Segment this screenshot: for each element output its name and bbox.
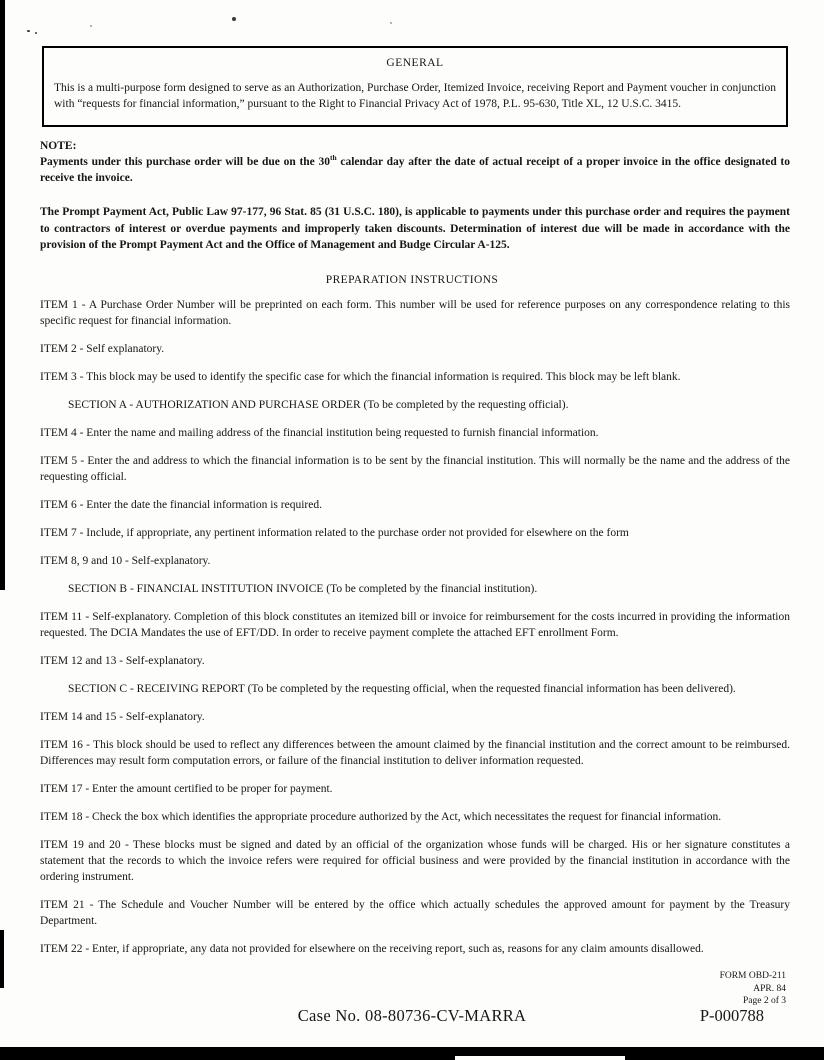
general-title: GENERAL [386,57,444,69]
instruction-item: ITEM 1 - A Purchase Order Number will be preprinted on each form. This number will be used for reference purposes on any correspondence relating to this specific request for financial information. [40,299,790,327]
instruction-item: ITEM 14 and 15 - Self-explanatory. [40,711,205,723]
section-heading: SECTION A - AUTHORIZATION AND PURCHASE ORDER (To be completed by the requesting official). [68,399,569,411]
instruction-item: ITEM 18 - Check the box which identifies the appropriate procedure authorized by the Act, which necessitates the request for financial information. [40,811,722,823]
instruction-item: ITEM 12 and 13 - Self-explanatory. [40,655,205,667]
ordinal-superscript: th [329,153,337,163]
scan-artifact-bottom-notch [455,1056,625,1060]
instruction-item: ITEM 17 - Enter the amount certified to be proper for payment. [40,783,333,795]
note-body-after: calendar day after the date of actual receipt of a proper invoice in the office designated to receive the invoice. [40,156,790,184]
note-body-before: Payments under this purchase order will be due on the 30 [40,156,330,168]
instruction-item: ITEM 4 - Enter the name and mailing address of the financial institution being requested to furnish financial information. [40,427,599,439]
bates-number-stamp: P-000788 [699,1006,764,1025]
instruction-list [40,297,790,969]
case-number-stamp: Case No. 08-80736-CV-MARRA [297,1006,527,1025]
instruction-item: ITEM 11 - Self-explanatory. Completion of this block constitutes an itemized bill or invoice for reimbursement for the costs incurred in providing the information requested. The DCIA Mandates the use of EFT/DD. In order to receive payment complete the attached EFT enrollment Form. [40,611,790,639]
note-block [40,138,790,186]
instruction-item: ITEM 7 - Include, if appropriate, any pertinent information related to the purchase order not provided for elsewhere on the form [40,527,629,539]
instruction-item: ITEM 22 - Enter, if appropriate, any data not provided for elsewhere on the receiving report, such as, reasons for any claim amounts disallowed. [40,943,704,955]
scan-speck [390,22,392,24]
scan-speck [35,32,37,34]
section-heading: SECTION C - RECEIVING REPORT (To be completed by the requesting official, when the requested financial information has been delivered). [68,683,736,695]
instruction-item: ITEM 2 - Self explanatory. [40,343,165,355]
instruction-item: ITEM 16 - This block should be used to reflect any differences between the amount claimed by the financial institution and the correct amount to be reimbursed. Differences may result form computation errors, or failure of the financial institution to deliver information requested. [40,739,790,767]
form-number: FORM OBD-211 [719,971,786,981]
scan-artifact-left-edge-lower [0,930,4,988]
scan-speck [90,25,92,27]
scan-speck [232,17,236,21]
note-label: NOTE: [40,140,77,152]
form-date: APR. 84 [753,983,786,994]
form-page-indicator: Page 2 of 3 [742,996,786,1006]
prompt-payment-paragraph: The Prompt Payment Act, Public Law 97-177, 96 Stat. 85 (31 U.S.C. 180), is applicable to payments under this purchase order and requires the payment to contractors of interest or overdue payments and improperly taken discounts. Determination of interest due will be made in accordance with the provision of the Prompt Payment Act and the Office of Management and Budge Circular A-125. [40,206,790,251]
form-id-block [720,970,786,1008]
instruction-item: ITEM 19 and 20 - These blocks must be signed and dated by an official of the organization whose funds will be charged. His or her signature constitutes a statement that the records to which the invoice refers were required for official business and were provided by the financial institution in accordance with the ordering instrument. [40,839,790,883]
note-body-text [40,154,790,186]
instruction-item: ITEM 3 - This block may be used to identify the specific case for which the financial information is required. This block may be left blank. [40,371,681,383]
scan-artifact-bottom-bar [0,1047,824,1060]
instruction-item: ITEM 8, 9 and 10 - Self-explanatory. [40,555,211,567]
instruction-item: ITEM 21 - The Schedule and Voucher Number will be entered by the office which actually schedules the approved amount for payment by the Treasury Department. [40,899,790,927]
preparation-instructions-title: PREPARATION INSTRUCTIONS [325,274,499,286]
instruction-item: ITEM 6 - Enter the date the financial information is required. [40,499,322,511]
general-body-text: This is a multi-purpose form designed to serve as an Authorization, Purchase Order, Itemized Invoice, receiving Report and Payment voucher in conjunction with “requests for financial information,” pursuant to the Right to Financial Privacy Act of 1978, P.L. 95-630, Title XL, 12 U.S.C. 3415. [54,82,776,110]
section-heading: SECTION B - FINANCIAL INSTITUTION INVOICE (To be completed by the financial institution). [68,583,538,595]
scan-speck [27,30,30,32]
general-section-box [42,46,788,127]
scan-artifact-left-edge [0,0,5,590]
instruction-item: ITEM 5 - Enter the and address to which the financial information is to be sent by the financial institution. This will normally be the name and the address of the requesting official. [40,455,790,483]
